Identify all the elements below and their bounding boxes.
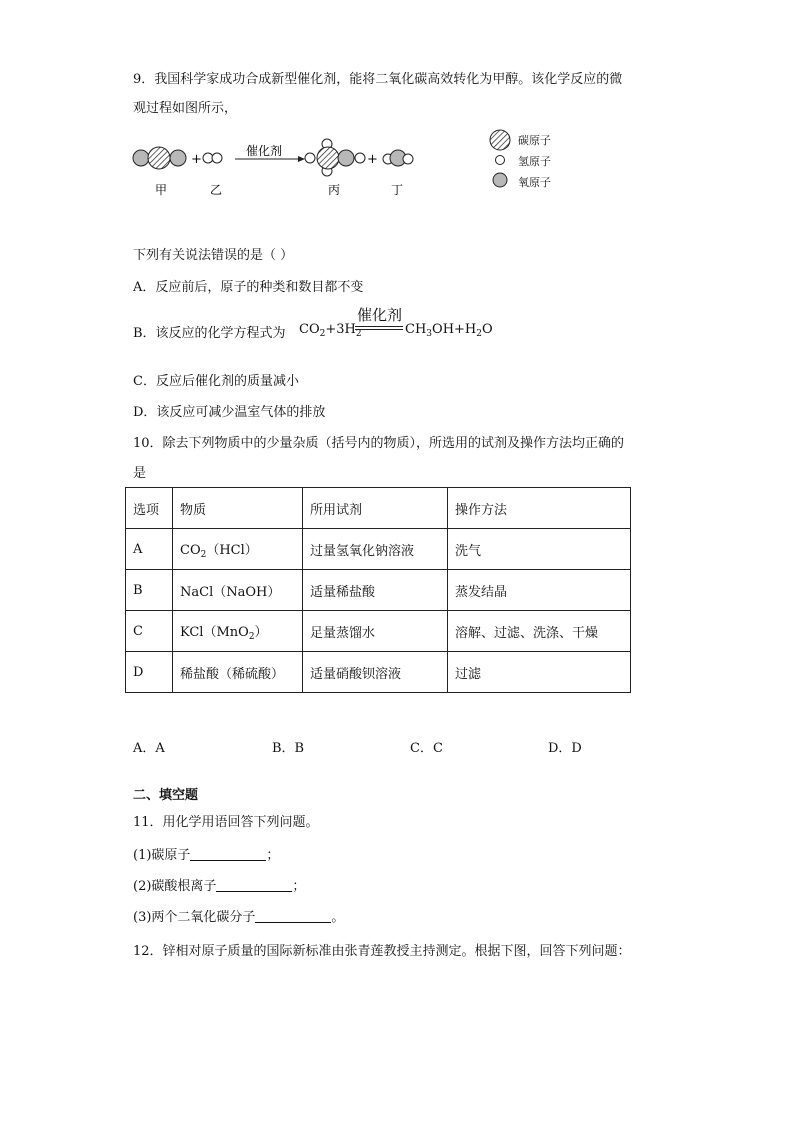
co2-molecule-icon — [133, 147, 186, 169]
q11-item-1: (1)碳原子 ； — [133, 848, 280, 863]
q11-item-3: (3)两个二氧化碳分子 。 — [133, 910, 345, 925]
q9-option-d: D．该反应可减少温室气体的排放 — [133, 405, 326, 420]
q10-choice-d: D．D — [548, 741, 582, 756]
reaction-diagram — [128, 128, 568, 200]
label-ding: 丁 — [391, 183, 404, 197]
h2o-molecule-icon — [383, 150, 413, 166]
label-bing: 丙 — [328, 183, 341, 197]
q10-choice-c: C．C — [410, 741, 443, 756]
header-method: 操作方法 — [448, 488, 631, 529]
equation-reactants: $CO_2+3H_2$ — [299, 322, 362, 339]
legend-hydrogen: 氢原子 — [518, 155, 551, 168]
oxygen-atom-legend-icon — [493, 173, 507, 187]
carbon-atom-legend-icon — [490, 130, 510, 150]
plus-sign-1: + — [191, 152, 202, 167]
table-row: B NaCl（NaOH） 适量稀盐酸 蒸发结晶 — [126, 570, 631, 611]
q9-option-b-prefix: B．该反应的化学方程式为 — [133, 326, 286, 341]
equation-products: $CH_3OH+H_2O$ — [405, 322, 493, 339]
legend-carbon: 碳原子 — [518, 134, 551, 147]
q10-stem-line2: 是 — [133, 466, 147, 481]
table-row: A $CO_2(HCl)$ 过量氢氧化钠溶液 洗气 — [126, 529, 631, 570]
q9-prompt: 下列有关说法错误的是（ ） — [133, 248, 294, 263]
answer-blank[interactable] — [190, 848, 266, 861]
ch3oh-molecule-icon — [305, 139, 365, 176]
q10-table — [125, 487, 631, 693]
q9-stem-line2: 观过程如图所示， — [133, 101, 238, 116]
header-reagent: 所用试剂 — [303, 488, 448, 529]
q12-stem: 12．锌相对原子质量的国际新标准由张青莲教授主持测定。根据下图，回答下列问题： — [133, 944, 631, 959]
label-jia: 甲 — [155, 183, 168, 197]
table-row: C KCl（MnO$_2$） 足量蒸馏水 溶解、过滤、洗涤、干燥 — [126, 611, 631, 652]
section-title: 二、填空题 — [133, 788, 199, 803]
answer-blank[interactable] — [255, 910, 331, 923]
q9-option-a: A．反应前后，原子的种类和数目都不变 — [133, 280, 364, 295]
q9-stem-line1: 9．我国科学家成功合成新型催化剂，能将二氧化碳高效转化为甲醇。该化学反应的微 — [133, 72, 623, 87]
q10-stem-line1: 10．除去下列物质中的少量杂质（括号内的物质），所选用的试剂及操作方法均正确的 — [133, 436, 625, 451]
equation-catalyst: 催化剂 — [357, 306, 403, 324]
hydrogen-atom-legend-icon — [496, 156, 505, 165]
table-row: D 稀盐酸（稀硫酸） 适量硝酸钡溶液 过滤 — [126, 652, 631, 693]
catalyst-arrow-label: 催化剂 — [246, 144, 283, 158]
q11-stem: 11．用化学用语回答下列问题。 — [133, 815, 319, 830]
legend-oxygen: 氧原子 — [518, 176, 551, 189]
answer-blank[interactable] — [216, 879, 292, 892]
q10-choice-a: A．A — [133, 741, 165, 756]
header-substance: 物质 — [173, 488, 303, 529]
q11-item-2: (2)碳酸根离子 ； — [133, 879, 306, 894]
label-yi: 乙 — [210, 183, 223, 197]
q10-choice-b: B．B — [272, 741, 305, 756]
plus-sign-2: + — [367, 152, 378, 167]
h2-molecule-icon — [203, 153, 222, 163]
header-option: 选项 — [126, 488, 173, 529]
table-header-row — [126, 488, 631, 529]
chemical-equation — [299, 304, 499, 344]
q9-option-c: C．反应后催化剂的质量减小 — [133, 374, 299, 389]
